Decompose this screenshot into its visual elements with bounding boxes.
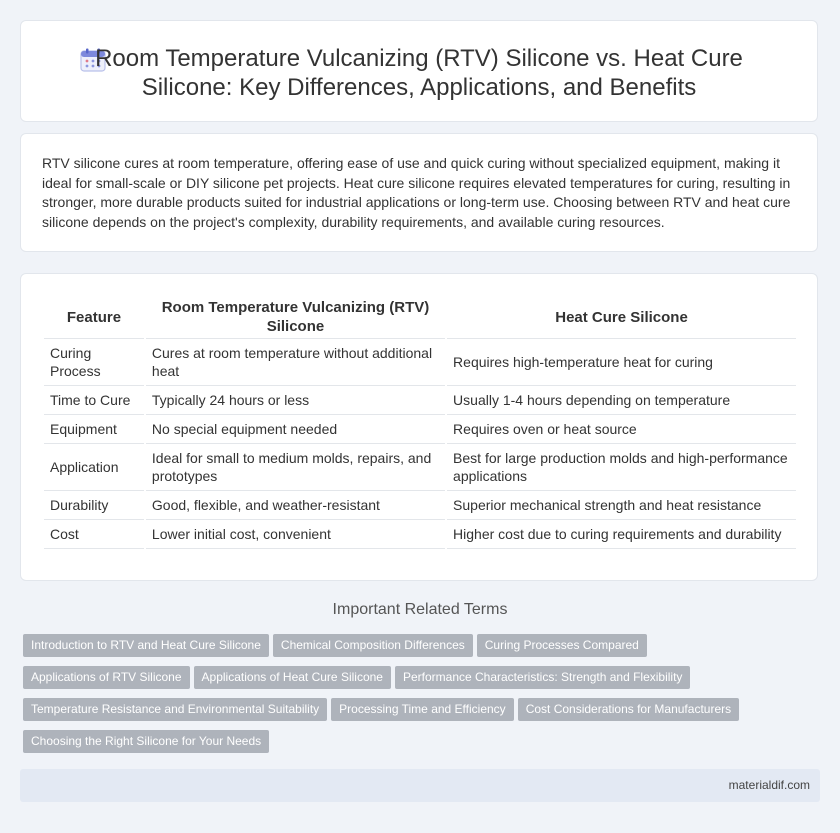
table-row <box>44 443 796 490</box>
title-card <box>20 20 818 122</box>
heat-cure-cell: Higher cost due to curing requirements and durability <box>447 519 796 549</box>
rtv-cell: Lower initial cost, convenient <box>146 519 445 549</box>
rtv-cell: Ideal for small to medium molds, repairs, and prototypes <box>146 443 445 490</box>
feature-cell: Cost <box>44 519 144 549</box>
table-row <box>44 385 796 414</box>
related-term-tag[interactable]: Applications of RTV Silicone <box>23 666 190 689</box>
header-rtv: Room Temperature Vulcanizing (RTV) Silicone <box>161 299 430 335</box>
page-title: Room Temperature Vulcanizing (RTV) Silicone vs. Heat Cure Silicone: Key Differences, Applications, and Benefits <box>95 45 743 101</box>
feature-cell: Durability <box>44 490 144 519</box>
related-term-tag[interactable]: Curing Processes Compared <box>477 634 647 657</box>
related-term-tag[interactable]: Choosing the Right Silicone for Your Needs <box>23 730 269 753</box>
related-term-tag[interactable]: Applications of Heat Cure Silicone <box>194 666 391 689</box>
comparison-card <box>20 273 818 581</box>
table-row <box>44 338 796 385</box>
heat-cure-cell: Usually 1-4 hours depending on temperature <box>447 385 796 414</box>
related-term-tag[interactable]: Introduction to RTV and Heat Cure Silicone <box>23 634 269 657</box>
table-header-row <box>44 296 796 338</box>
rtv-cell: Cures at room temperature without additional heat <box>146 338 445 385</box>
table-row <box>44 490 796 519</box>
related-term-tag[interactable]: Performance Characteristics: Strength and Flexibility <box>395 666 690 689</box>
heat-cure-cell: Superior mechanical strength and heat resistance <box>447 490 796 519</box>
related-term-tag[interactable]: Cost Considerations for Manufacturers <box>518 698 739 721</box>
feature-cell: Time to Cure <box>44 385 144 414</box>
related-terms-heading: Important Related Terms <box>332 601 508 618</box>
table-row <box>44 414 796 443</box>
header-heat-cure: Heat Cure Silicone <box>555 308 688 326</box>
footer-bar <box>20 769 820 802</box>
table-row <box>44 519 796 549</box>
comparison-table <box>42 296 798 549</box>
heat-cure-cell: Requires high-temperature heat for curing <box>447 338 796 385</box>
related-terms-list <box>23 634 803 762</box>
heat-cure-cell: Best for large production molds and high-performance applications <box>447 443 796 490</box>
related-term-tag[interactable]: Processing Time and Efficiency <box>331 698 514 721</box>
related-term-tag[interactable]: Chemical Composition Differences <box>273 634 473 657</box>
feature-cell: Curing Process <box>44 338 144 385</box>
rtv-cell: No special equipment needed <box>146 414 445 443</box>
intro-paragraph: RTV silicone cures at room temperature, offering ease of use and quick curing without specialized equipment, making it ideal for small-scale or DIY silicone pet projects. Heat cure silicone requires elevated temperatures for curing, resulting in stronger, more durable products suited for industrial applications or long-term use. Choosing between RTV and heat cure silicone depends on the project's complexity, durability requirements, and available curing resources. <box>42 155 791 230</box>
site-name[interactable]: materialdif.com <box>728 778 810 792</box>
heat-cure-cell: Requires oven or heat source <box>447 414 796 443</box>
rtv-cell: Good, flexible, and weather-resistant <box>146 490 445 519</box>
intro-card <box>20 133 818 252</box>
related-term-tag[interactable]: Temperature Resistance and Environmental Suitability <box>23 698 327 721</box>
feature-cell: Equipment <box>44 414 144 443</box>
feature-cell: Application <box>44 443 144 490</box>
header-feature: Feature <box>66 308 122 326</box>
rtv-cell: Typically 24 hours or less <box>146 385 445 414</box>
